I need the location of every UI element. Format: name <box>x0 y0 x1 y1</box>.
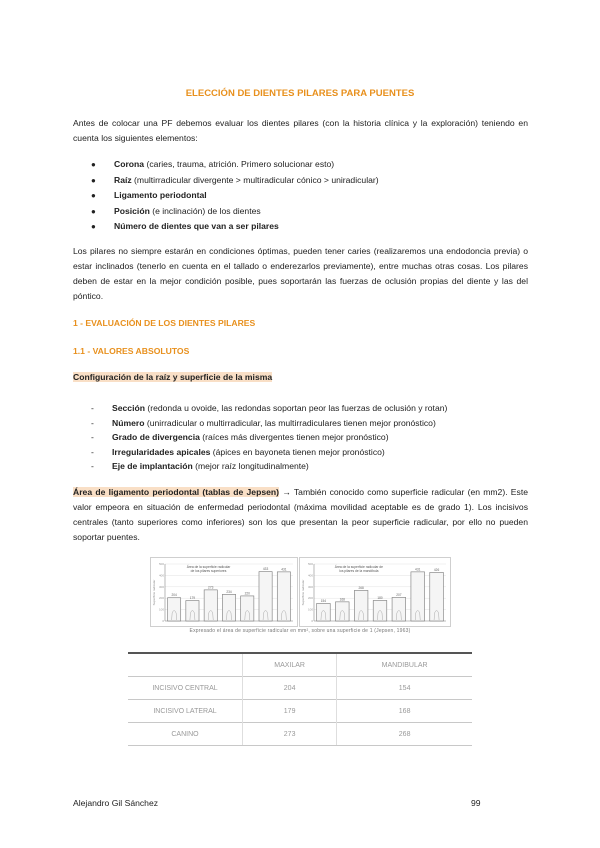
data-label: 268 <box>358 585 364 590</box>
list-item: - Irregularidades apicales (ápices en bayoneta tienen mejor pronóstico) <box>91 445 528 460</box>
chart-title: Área de la superficie radicular de los pilares de la mandíbula <box>334 565 383 573</box>
root-config-heading: Configuración de la raíz y superficie de la misma <box>73 372 273 382</box>
list-item: - Eje de implantación (mejor raíz longitudinalmente) <box>91 459 528 474</box>
list-item: ● Posición (e inclinación) de los dientes <box>91 204 528 220</box>
chart-caption: Expresado el área de superficie radicular en mm², sobre una superficie de 1 (Jepsen, 1963) <box>189 628 411 634</box>
data-label: 154 <box>320 598 327 603</box>
pillars-paragraph: Los pilares no siempre estarán en condiciones óptimas, pueden tener caries (realizaremos una endodoncia previa) o estar inclinados (tenerlo en cuenta en el tallado o enderezarlos previamente), entre muchas otras cosas. Los pilares deben de estar en la mejor condición posible, pues soportarán las fuerzas de oclusión propias del diente y las del póntico. <box>73 246 528 301</box>
page-number: 99 <box>471 798 481 808</box>
bar <box>186 601 199 621</box>
table-row: INCISIVO LATERAL 179 168 <box>128 700 472 723</box>
list-item: - Grado de divergencia (raíces más divergentes tienen mejor pronóstico) <box>91 430 528 445</box>
chart-title: Área de la superficie radicular de los pilares superiores <box>186 565 231 573</box>
dash-icon: - <box>91 417 94 428</box>
data-label: 234 <box>226 589 232 594</box>
bullet-icon: ● <box>91 222 96 231</box>
arrow-icon: → <box>282 487 291 497</box>
bar <box>392 597 406 621</box>
y-axis-label: Superficie radicular <box>301 579 305 606</box>
dash-icon: - <box>91 461 94 471</box>
intro-paragraph: Antes de colocar una PF debemos evaluar los dientes pilares (con la historia clínica y la exploración) teniendo en cuenta los siguientes elementos: <box>73 118 528 143</box>
bar <box>411 572 425 621</box>
y-tick-label: 300 <box>158 584 164 589</box>
chart-mandible-svg <box>300 558 450 626</box>
data-label: 179 <box>189 596 196 601</box>
bar <box>430 572 444 621</box>
bar <box>354 590 368 621</box>
data-label: 431 <box>415 567 421 572</box>
bullet-icon: ● <box>91 191 96 200</box>
data-label: 180 <box>377 595 383 600</box>
y-tick-label: 100 <box>158 607 164 612</box>
page-title: ELECCIÓN DE DIENTES PILARES PARA PUENTES <box>185 88 415 99</box>
y-tick-label: 400 <box>158 573 164 578</box>
y-tick-label: 400 <box>307 573 313 578</box>
data-label: 433 <box>262 567 269 572</box>
bar <box>222 594 235 621</box>
table-row: CANINO 273 268 <box>128 723 472 746</box>
table-row: INCISIVO CENTRAL 204 154 <box>128 677 472 700</box>
dash-icon: - <box>91 432 94 442</box>
bullet-icon: ● <box>91 175 96 185</box>
footer-author: Alejandro Gil Sánchez <box>73 798 159 808</box>
data-label: 207 <box>396 592 402 597</box>
y-axis-label: Superficie radicular <box>152 579 156 606</box>
y-tick-label: 100 <box>307 607 313 612</box>
bar <box>168 598 181 621</box>
bullet-icon: ● <box>91 206 96 216</box>
chart-maxilla <box>150 557 298 627</box>
elements-list <box>91 157 528 235</box>
bar <box>241 596 254 621</box>
data-label: 431 <box>281 567 287 572</box>
list-item: - Número (unirradicular o multirradicular, las multirradiculares tienen mejor pronóstico) <box>91 416 528 431</box>
y-tick-label: 0 <box>162 619 164 623</box>
dash-icon: - <box>91 403 94 413</box>
table-header-row: MAXILAR MANDIBULAR <box>128 653 472 677</box>
y-tick-label: 300 <box>307 584 313 589</box>
area-paragraph: Área de ligamento periodontal (tablas de Jepsen) → También conocido como superficie radicular (en mm2). Este valor empeora en situación de enfermedad periodontal (máxima movilidad aceptable es de grado 1). Los incisivos centrales (tanto superiores como inferiores) son los que presentan la peor superficie radicular, por ello no pueden soportar puentes. <box>73 487 528 542</box>
chart-mandible <box>299 557 451 627</box>
bar <box>277 572 290 621</box>
chart-maxilla-svg <box>151 558 297 626</box>
list-item: ● Corona (caries, trauma, atrición. Primero solucionar esto) <box>91 157 528 173</box>
y-tick-label: 500 <box>307 562 313 566</box>
data-label: 168 <box>339 597 345 602</box>
root-surface-table <box>128 652 472 746</box>
section-heading-1: 1 - EVALUACIÓN DE LOS DIENTES PILARES <box>73 318 256 328</box>
list-item: ● Ligamento periodontal <box>91 188 528 204</box>
bar <box>259 572 272 621</box>
bar <box>204 590 217 621</box>
y-tick-label: 500 <box>158 562 164 566</box>
data-label: 426 <box>433 567 440 572</box>
bar <box>335 602 349 621</box>
data-label: 273 <box>208 585 214 590</box>
dash-icon: - <box>91 446 94 457</box>
list-item: - Sección (redonda u ovoide, las redondas soportan peor las fuerzas de oclusión y rotan) <box>91 401 528 416</box>
y-tick-label: 200 <box>307 596 313 601</box>
section-heading-1-1: 1.1 - VALORES ABSOLUTOS <box>73 346 190 356</box>
bullet-icon: ● <box>91 160 96 169</box>
y-tick-label: 0 <box>311 619 313 623</box>
list-item: ● Raíz (multirradicular divergente > multiradicular cónico > uniradicular) <box>91 173 528 189</box>
list-item: ● Número de dientes que van a ser pilares <box>91 219 528 235</box>
root-items-list <box>91 401 528 474</box>
data-label: 220 <box>244 591 250 596</box>
y-tick-label: 200 <box>158 596 164 601</box>
data-label: 204 <box>171 593 177 598</box>
bar <box>317 603 331 621</box>
